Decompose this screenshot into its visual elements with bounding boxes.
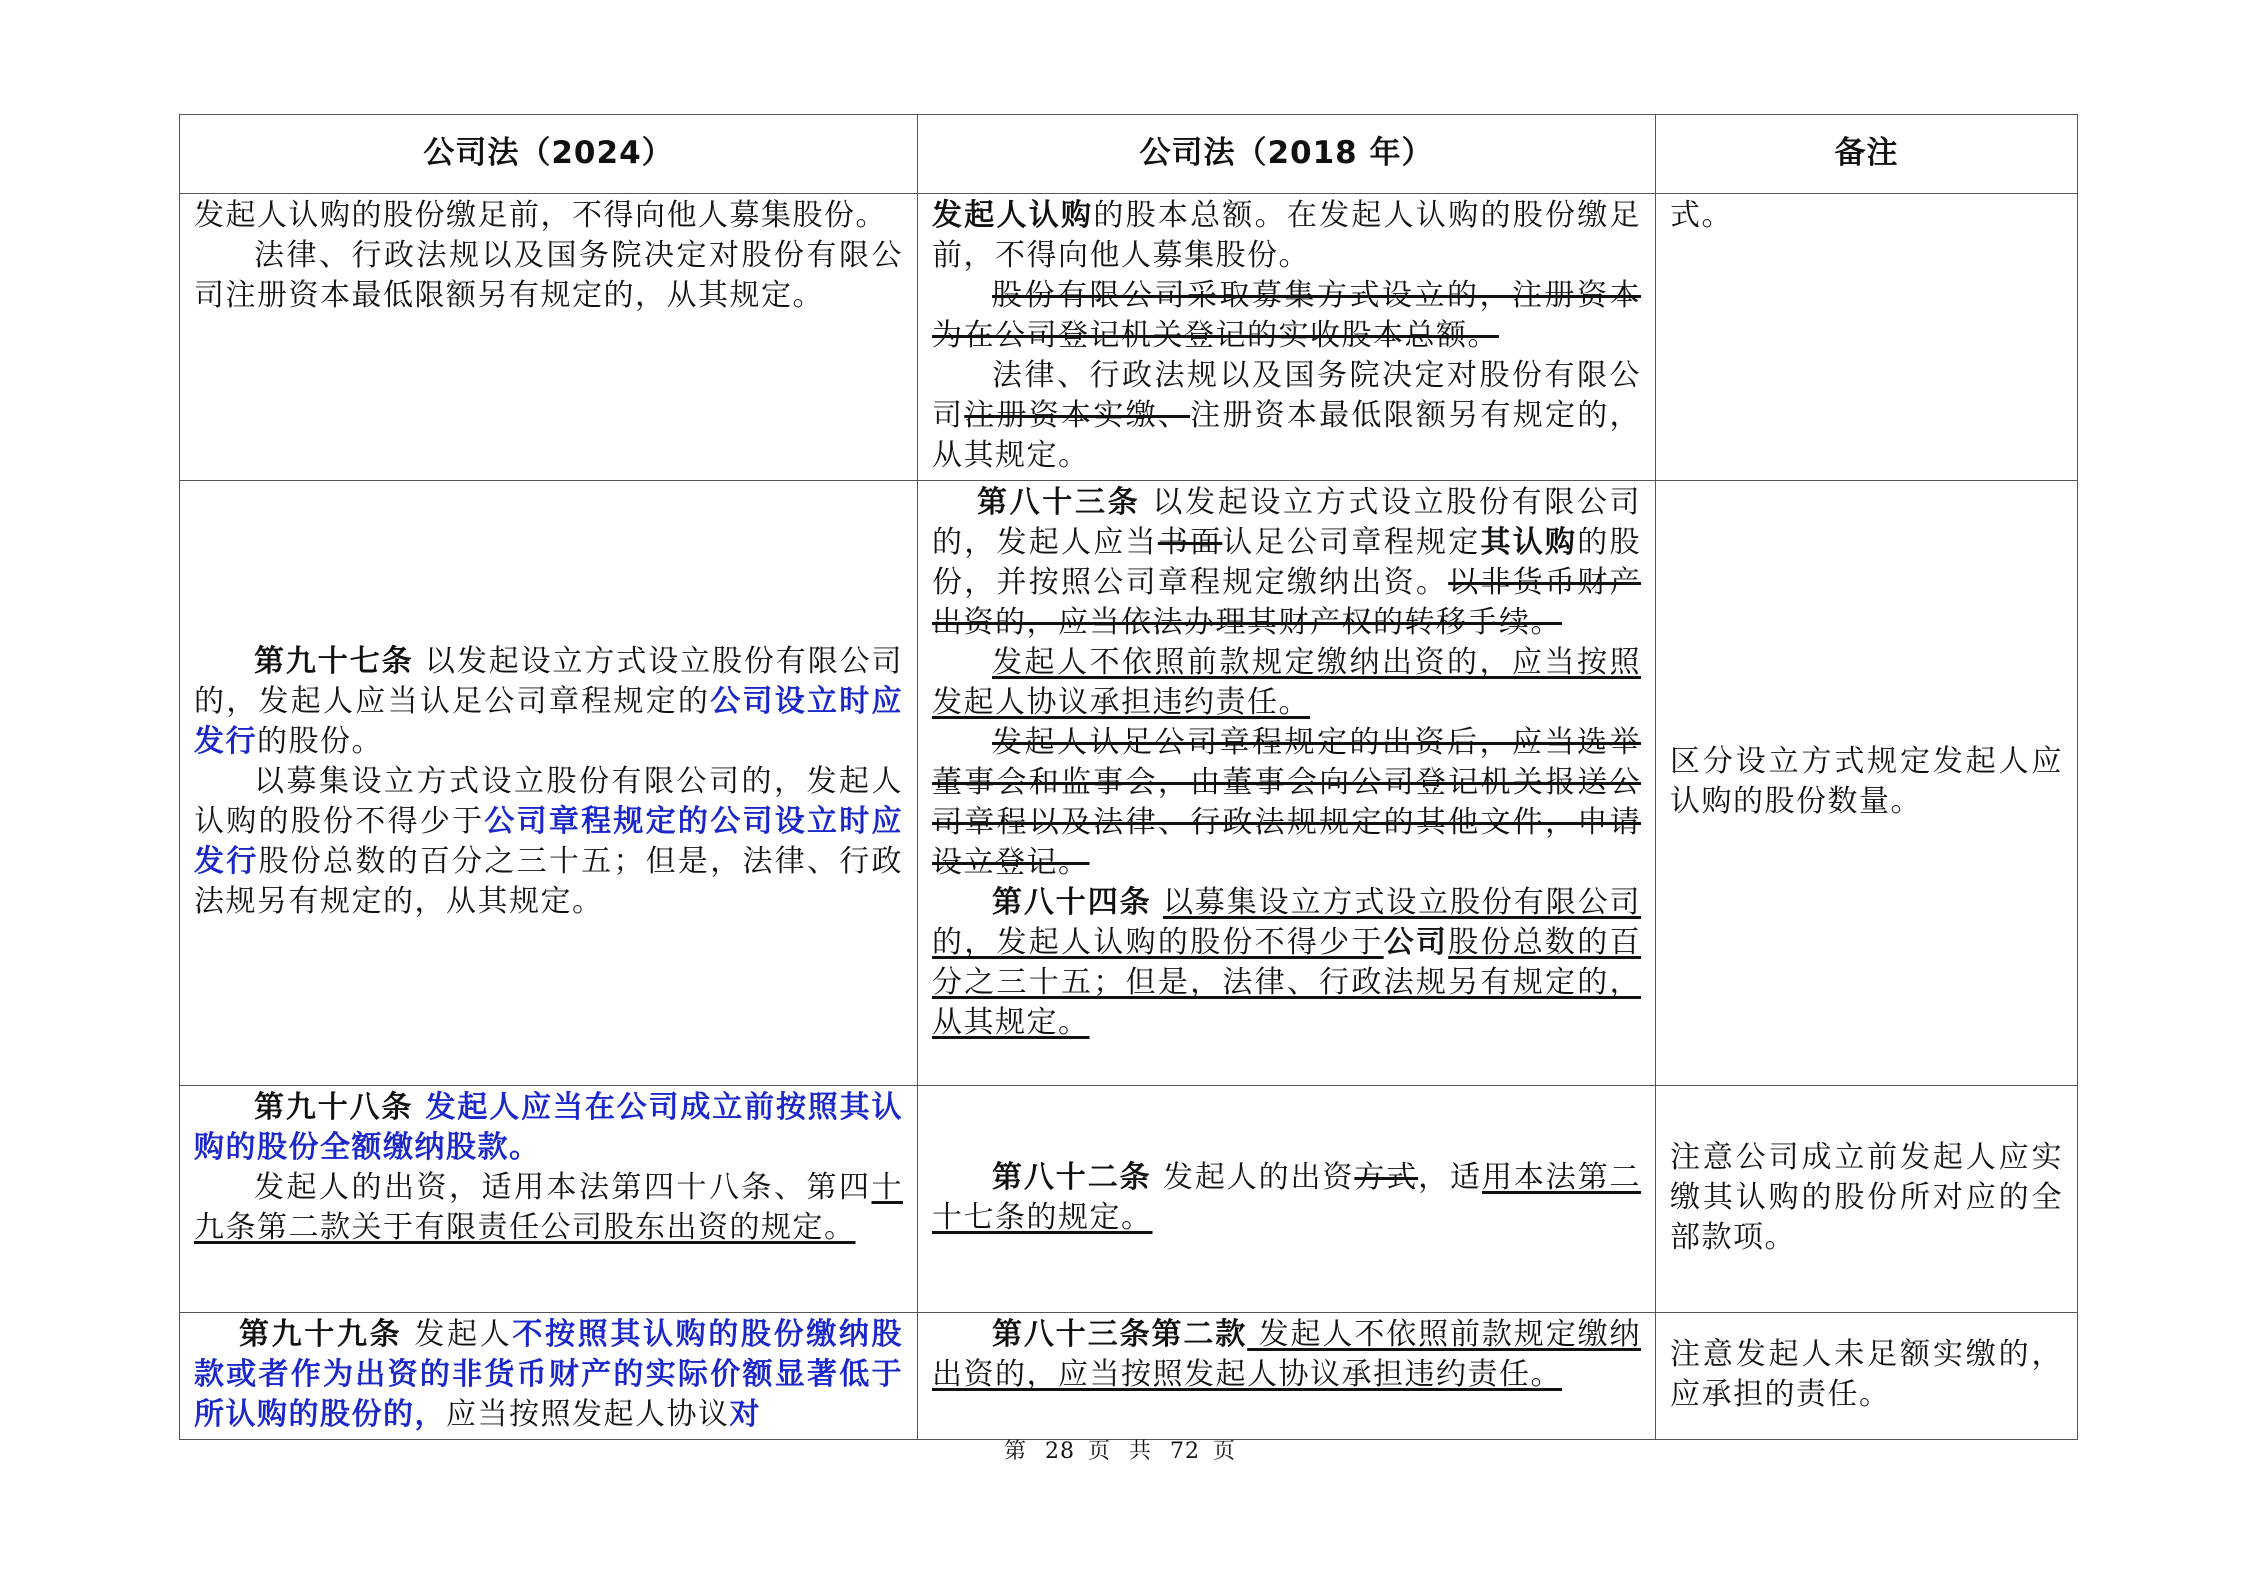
article-title: 第八十二条	[992, 1160, 1152, 1195]
remark-text: 注意发起人未足额实缴的，应承担的责任。	[1670, 1337, 2063, 1412]
bold-text: 公司	[1383, 925, 1449, 960]
text: ，适	[1418, 1160, 1482, 1195]
paragraph	[932, 356, 1641, 476]
added-text: 十九条第二款关于有限责任公司股东出资的规定。	[194, 1170, 903, 1245]
cell-2024-text	[180, 1313, 918, 1440]
table-row	[180, 1313, 2078, 1440]
deleted-text: 发起人认足公司章程规定的出资后，应当选举董事会和监事会，由董事会向公司登记机关报送公司章程以及法律、行政法规规定的其他文件，申请设立登记。	[932, 725, 1641, 880]
paragraph	[932, 483, 1641, 643]
remark-text: 式。	[1670, 198, 1733, 233]
text: 以发起设立方式设立股份有限公司的，发起人应当	[932, 485, 1642, 560]
paragraph	[932, 276, 1641, 356]
cell-remark	[1656, 1313, 2078, 1440]
paragraph: 法律、行政法规以及国务院决定对股份有限公司注册资本最低限额另有规定的，从其规定。	[194, 238, 903, 313]
added-text: 用本法第二十七条的规定。	[932, 1160, 1642, 1235]
article-title: 第九十九条	[239, 1317, 403, 1352]
table-row	[180, 194, 2078, 481]
paragraph	[932, 883, 1641, 1043]
paragraph	[194, 1315, 903, 1435]
paragraph	[932, 1315, 1641, 1395]
header-company-law-2018: 公司法（2018 年）	[918, 115, 1656, 194]
text: 法律、行政法规以及国务院决定对股份有限公司	[932, 358, 1641, 433]
total-pages: 72	[1170, 1439, 1200, 1464]
header-company-law-2024: 公司法（2024）	[180, 115, 918, 194]
cell-remark	[1656, 1086, 2078, 1313]
text: 认足公司章程规定	[1222, 525, 1481, 560]
article-title: 第九十七条	[254, 644, 414, 679]
text: 的股本总额。在发起人认购的股份缴足前，不得向他人募集股份。	[932, 198, 1642, 273]
cell-remark	[1656, 194, 2078, 481]
paragraph	[194, 642, 903, 762]
footer-text: 第	[1003, 1439, 1032, 1464]
highlight-text: 对	[729, 1397, 761, 1432]
text: 应当按照发起人协议	[446, 1397, 730, 1432]
paragraph	[194, 1088, 903, 1168]
bold-text: 其认购	[1480, 525, 1578, 560]
text: 以发起设立方式设立股份有限公司的，发起人应当认足公司章程规定的	[194, 644, 904, 719]
deleted-text: 股份有限公司采取募集方式设立的，注册资本为在公司登记机关登记的实收股本总额。	[932, 278, 1641, 353]
text: 发起人的出资，适用本法第四十八条、第四	[254, 1170, 872, 1205]
article-title: 第八十三条第二款	[992, 1317, 1248, 1352]
cell-2018-text	[918, 194, 1656, 481]
deleted-text: 方式	[1354, 1160, 1419, 1195]
text: 发起人	[402, 1317, 513, 1352]
paragraph	[194, 1168, 903, 1248]
bold-text: 发起人认购	[932, 198, 1094, 233]
paragraph	[932, 643, 1641, 723]
text: 的股份，并按照公司章程规定缴纳出资。	[932, 525, 1642, 600]
page-number: 28	[1045, 1439, 1075, 1464]
paragraph	[932, 723, 1641, 883]
text: 股份总数的百分之三十五；但是，法律、行政法规另有规定的，从其规定。	[194, 844, 904, 919]
footer-text: 页	[1213, 1439, 1242, 1464]
highlight-text: 公司章程规定的公司设立时应发行	[194, 804, 904, 879]
highlight-text: 公司设立时应发行	[194, 684, 904, 759]
deleted-text: 书面	[1157, 525, 1223, 560]
footer-text: 页 共	[1088, 1439, 1157, 1464]
deleted-text: 以非货币财产出资的，应当依法办理其财产权的转移手续。	[932, 565, 1642, 640]
article-title: 第八十四条	[992, 885, 1152, 920]
highlight-text: 不按照其认购的股份缴纳股款或者作为出资的非货币财产的实际价额显著低于所认购的股份的，	[194, 1317, 904, 1432]
article-title: 第八十三条	[977, 485, 1141, 520]
added-text: 以募集设立方式设立股份有限公司的，发起人认购的股份不得少于	[932, 885, 1642, 960]
remark-text: 区分设立方式规定发起人应认购的股份数量。	[1670, 744, 2063, 819]
law-comparison-table	[179, 114, 2078, 1440]
paragraph	[932, 1158, 1641, 1238]
page-footer	[0, 1434, 2245, 1465]
cell-2018-text	[918, 1086, 1656, 1313]
paragraph	[194, 762, 903, 922]
text: 以募集设立方式设立股份有限公司的，发起人认购的股份不得少于	[194, 764, 903, 839]
table-row	[180, 1086, 2078, 1313]
text: 的股份。	[257, 724, 383, 759]
cell-2024-text	[180, 481, 918, 1086]
highlight-text: 发起人应当在公司成立前按照其认购的股份全额缴纳股款。	[194, 1090, 903, 1165]
text: 发起人的出资	[1151, 1160, 1355, 1195]
article-title: 第九十八条	[254, 1090, 414, 1125]
cell-2024-text	[180, 1086, 918, 1313]
added-text: 发起人不依照前款规定缴纳出资的，应当按照发起人协议承担违约责任。	[932, 645, 1641, 720]
header-remarks: 备注	[1656, 115, 2078, 194]
deleted-text: 注册资本实缴、	[964, 398, 1191, 433]
added-text: 发起人不依照前款规定缴纳出资的，应当按照发起人协议承担违约责任。	[932, 1317, 1641, 1392]
cell-2018-text	[918, 1313, 1656, 1440]
table-row	[180, 481, 2078, 1086]
paragraph: 发起人认购的股份缴足前，不得向他人募集股份。	[194, 198, 887, 233]
table-header-row	[180, 115, 2078, 194]
text: 注册资本最低限额另有规定的，从其规定。	[932, 398, 1642, 473]
remark-text: 注意公司成立前发起人应实缴其认购的股份所对应的全部款项。	[1670, 1140, 2063, 1255]
cell-2018-text	[918, 481, 1656, 1086]
added-text: 股份总数的百分之三十五；但是，法律、行政法规另有规定的，从其规定。	[932, 925, 1642, 1040]
paragraph	[932, 196, 1641, 276]
cell-2024-text	[180, 194, 918, 481]
cell-remark	[1656, 481, 2078, 1086]
